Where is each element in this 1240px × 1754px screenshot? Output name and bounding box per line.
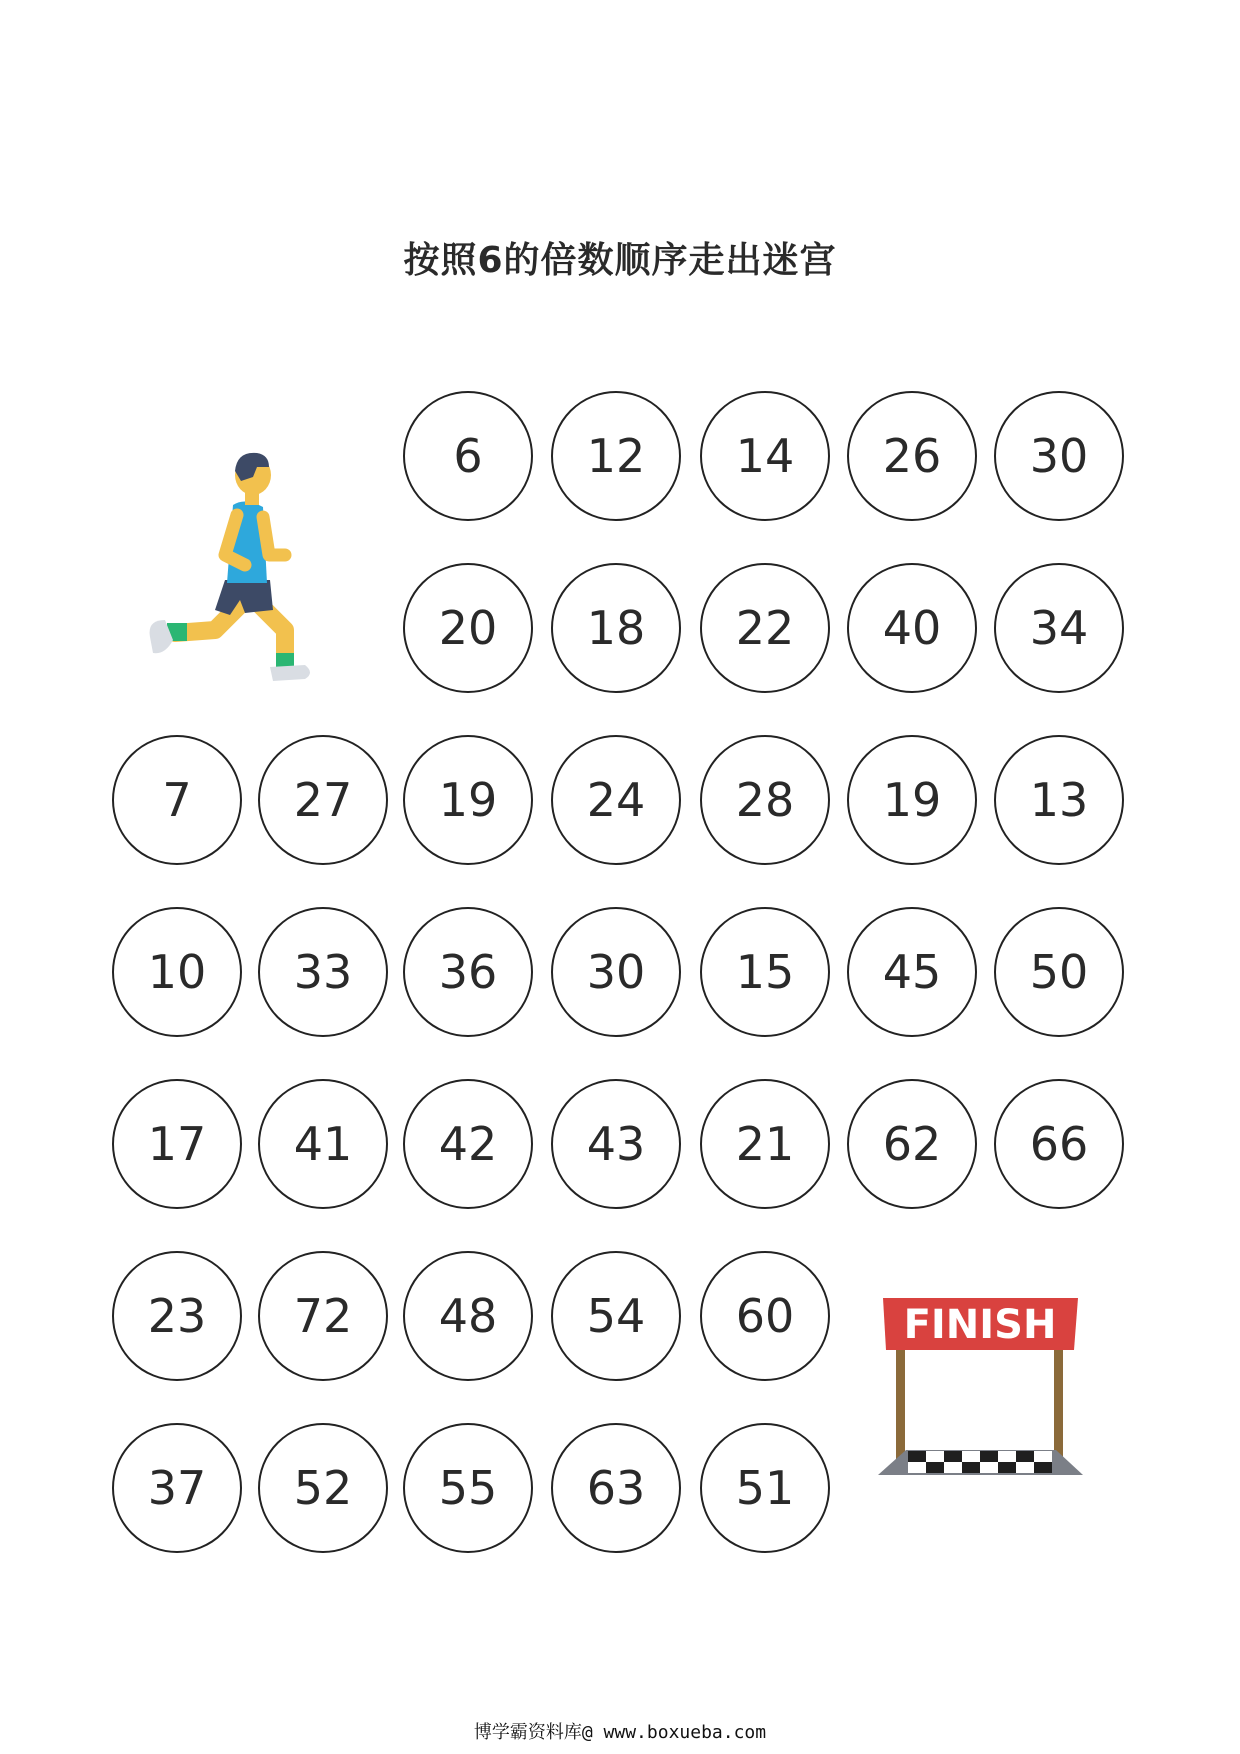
maze-cell[interactable]: 63	[551, 1423, 681, 1553]
maze-cell[interactable]: 23	[112, 1251, 242, 1381]
maze-cell[interactable]: 42	[403, 1079, 533, 1209]
maze-cell[interactable]: 50	[994, 907, 1124, 1037]
maze-cell[interactable]: 7	[112, 735, 242, 865]
maze-cell[interactable]: 40	[847, 563, 977, 693]
maze-cell[interactable]: 37	[112, 1423, 242, 1553]
maze-cell[interactable]: 13	[994, 735, 1124, 865]
maze-cell[interactable]: 62	[847, 1079, 977, 1209]
maze-cell[interactable]: 12	[551, 391, 681, 521]
maze-cell[interactable]: 52	[258, 1423, 388, 1553]
maze-cell[interactable]: 30	[994, 391, 1124, 521]
maze-cell[interactable]: 41	[258, 1079, 388, 1209]
maze-cell[interactable]: 45	[847, 907, 977, 1037]
finish-label: FINISH	[903, 1302, 1057, 1348]
maze-cell[interactable]: 19	[847, 735, 977, 865]
maze-cell[interactable]: 27	[258, 735, 388, 865]
maze-cell[interactable]: 28	[700, 735, 830, 865]
maze-cell[interactable]: 17	[112, 1079, 242, 1209]
maze-cell[interactable]: 66	[994, 1079, 1124, 1209]
maze-cell[interactable]: 6	[403, 391, 533, 521]
runner-icon	[145, 415, 345, 685]
finish-line-icon	[878, 1290, 1083, 1490]
maze-cell[interactable]: 43	[551, 1079, 681, 1209]
maze-cell[interactable]: 26	[847, 391, 977, 521]
maze-cell[interactable]: 14	[700, 391, 830, 521]
maze-cell[interactable]: 22	[700, 563, 830, 693]
maze-cell[interactable]: 19	[403, 735, 533, 865]
maze-cell[interactable]: 36	[403, 907, 533, 1037]
maze-cell[interactable]: 60	[700, 1251, 830, 1381]
maze-cell[interactable]: 30	[551, 907, 681, 1037]
page-title: 按照6的倍数顺序走出迷宫	[403, 240, 837, 281]
maze-cell[interactable]: 54	[551, 1251, 681, 1381]
maze-cell[interactable]: 33	[258, 907, 388, 1037]
maze-cell[interactable]: 10	[112, 907, 242, 1037]
footer-watermark: 博学霸资料库@ www.boxueba.com	[473, 1722, 767, 1743]
maze-cell[interactable]: 34	[994, 563, 1124, 693]
maze-cell[interactable]: 20	[403, 563, 533, 693]
maze-cell[interactable]: 21	[700, 1079, 830, 1209]
maze-cell[interactable]: 51	[700, 1423, 830, 1553]
maze-cell[interactable]: 48	[403, 1251, 533, 1381]
maze-cell[interactable]: 18	[551, 563, 681, 693]
maze-cell[interactable]: 24	[551, 735, 681, 865]
maze-cell[interactable]: 55	[403, 1423, 533, 1553]
maze-cell[interactable]: 15	[700, 907, 830, 1037]
maze-cell[interactable]: 72	[258, 1251, 388, 1381]
